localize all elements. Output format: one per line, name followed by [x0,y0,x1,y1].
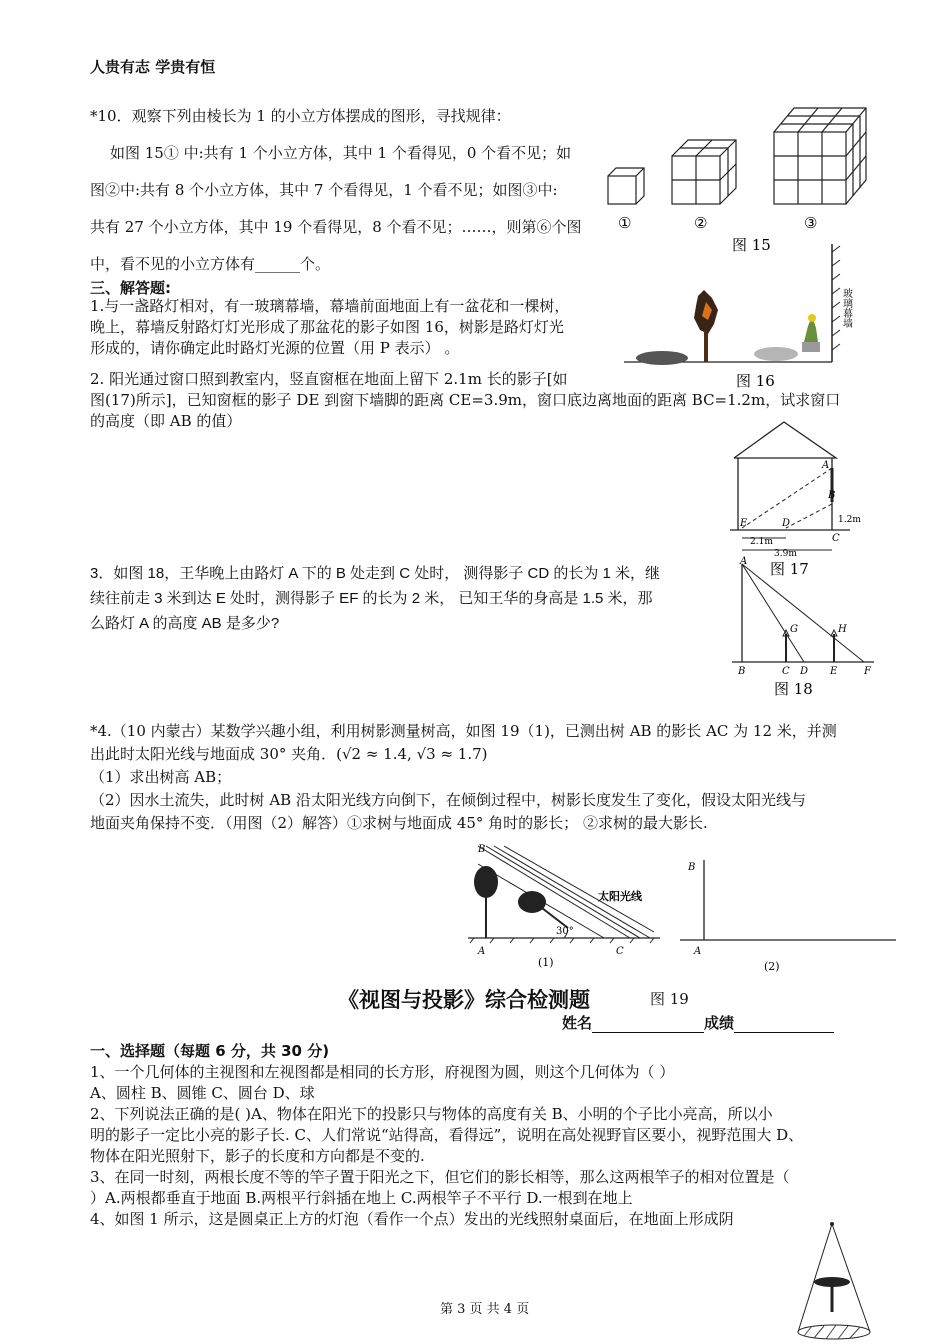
p4-line: 地面夹角保持不变．（用图（2）解答）①求树与地面成 45° 角时的影长； ②求树的最大影长. [90,814,708,832]
p2-line: 的高度（即 AB 的值） [90,412,242,430]
q10-line: 中，看不见的小立方体有______个。 [90,255,331,273]
fig15-label-2: ② [694,214,708,232]
problem-1 [90,296,615,359]
fig19-A: A [478,946,486,957]
mc-q2-line: 物体在阳光照射下，影子的长度和方向都是不变的. [90,1147,425,1165]
figure-19-part-1 [464,842,670,976]
mc-q4-line: 4、如图 1 所示，这是圆桌正上方的灯泡（看作一个点）发出的光线照射桌面后，在地面上形成阴 [90,1210,734,1228]
score-field[interactable] [734,1016,834,1033]
name-field[interactable] [592,1016,704,1033]
page-number: 第 3 页 共 4 页 [440,1302,530,1317]
fig17-C: C [832,533,840,544]
fig19b-A: A [694,946,702,957]
p4-line: （1）求出树高 AB； [90,768,232,786]
mc-q3-line: ）A.两根都垂直于地面 B.两根平行斜插在地上 C.两根竿子不平行 D.一根到在地上 [90,1189,633,1207]
fig18-caption: 图 18 [774,680,813,698]
figure-19-part-2 [676,856,900,974]
fig17-dist-ce: 3.9m [774,549,797,559]
q10-line: *10．观察下列由棱长为 1 的小立方体摆成的图形，寻找规律： [90,107,511,125]
fig18-D: D [800,666,809,677]
p4-line: 出此时太阳光线与地面成 30° 夹角．(√2 ≈ 1.4, √3 ≈ 1.7) [90,745,488,763]
fig18-A: A [740,556,748,567]
fig19-angle: 30° [556,926,574,937]
q10-line: 图②中:共有 8 个小立方体，其中 7 个看得见，1 个看不见；如图③中: [90,181,558,199]
p3-line: 么路灯 A 的高度 AB 是多少? [90,615,280,632]
fig16-caption: 图 16 [736,372,775,390]
name-label: 姓名 [562,1014,593,1032]
q10-line: 共有 27 个小立方体，其中 19 个看得见，8 个看不见；……，则第⑥个图 [90,218,582,236]
fig19-B: B [478,844,486,855]
mc-q2-line: 明的影子一定比小亮的影子长. C、人们常说“站得高，看得远”，说明在高处视野盲区要小，视野范围大 D、 [90,1126,804,1144]
fig18-E: E [830,666,838,677]
fig15-caption: 图 15 [732,236,771,254]
mc-q2-line: 2、下列说法正确的是( )A、物体在阳光下的投影只与物体的高度有关 B、小明的个子比小亮高，所以小 [90,1105,773,1123]
question-10 [90,98,610,283]
figure-1-lamp-cone [790,1220,880,1340]
fig18-C: C [782,666,790,677]
section-3-heading: 三、解答题: [90,279,171,297]
score-label: 成绩 [704,1014,735,1032]
name-score-bar [562,1012,834,1033]
p4-line: （2）因水土流失，此时树 AB 沿太阳光线方向倒下，在倾倒过程中，树影长度发生了变化，假设太阳光线与 [90,791,806,809]
p4-line: *4.（10 内蒙古）某数学兴趣小组，利用树影测量树高，如图 19（1)，已测出树 AB 的影长 AC 为 12 米，并测 [90,722,837,740]
fig15-label-1: ① [618,214,632,232]
fig19-cap-2: (2) [764,960,780,973]
p2-line: 图(17)所示]，已知窗框的影子 DE 到窗下墙脚的距离 CE=3.9m，窗口底边离地面的距离 BC=1.2m，试求窗口 [90,391,841,409]
fig18-B: B [738,666,746,677]
p3-line: 3．如图 18，王华晚上由路灯 A 下的 B 处走到 C 处时， 测得影子 CD 的长为 1 米，继 [90,565,661,582]
fig16-wall-label: 玻璃幕墙 [840,288,852,328]
fig18-F: F [864,666,871,677]
problem-3 [90,561,708,636]
fig17-D: D [782,518,791,529]
fig19-caption: 图 19 [650,990,689,1008]
fig19b-B: B [688,862,696,873]
fig17-caption: 图 17 [770,560,809,578]
fig18-G: G [790,624,798,635]
fig17-height: 1.2m [838,515,861,525]
fig17-E: E [740,518,748,529]
p3-line: 续往前走 3 米到达 E 处时，测得影子 EF 的长为 2 米， 已知王华的身高是 1.5 米，那 [90,590,653,607]
fig19-cap-1: (1) [538,956,554,969]
fig17-A: A [822,460,830,471]
mc-q1: 1、一个几何体的主视图和左视图都是相同的长方形，府视图为圆，则这个几何体为（ ） [90,1063,675,1081]
problem-4 [90,720,865,835]
figure-15 [604,98,874,258]
test-title: 《视图与投影》综合检测题 [338,988,590,1012]
p1-line: 晚上，幕墙反射路灯灯光形成了那盆花的影子如图 16，树影是路灯灯光 [90,318,564,336]
mc-q1-options: A、圆柱 B、圆锥 C、圆台 D、球 [90,1084,315,1102]
fig17-B: B [828,490,836,501]
fig17-dist-de: 2.1m [750,537,773,547]
p1-line: 形成的，请你确定此时路灯光源的位置（用 P 表示） 。 [90,339,460,357]
section-1-heading: 一、选择题（每题 6 分，共 30 分) [90,1042,330,1060]
mc-q3-line: 3、在同一时刻，两根长度不等的竿子置于阳光之下，但它们的影长相等，那么这两根竿子的相对位置是（ [90,1168,790,1186]
p1-line: 1.与一盏路灯相对，有一玻璃幕墙，幕墙前面地面上有一盆花和一棵树， [90,297,570,315]
fig19-sun-label: 太阳光线 [598,890,642,903]
page-motto: 人贵有志 学贵有恒 [90,58,216,76]
multiple-choice [90,1062,865,1230]
fig15-label-3: ③ [804,214,818,232]
figure-18 [728,556,878,698]
fig19-C: C [616,946,624,957]
fig18-H: H [838,624,847,635]
p2-line: 2. 阳光通过窗口照到教室内，竖直窗框在地面上留下 2.1m 长的影子[如 [90,370,568,388]
q10-line: 如图 15① 中:共有 1 个小立方体，其中 1 个看得见，0 个看不见；如 [110,144,572,162]
